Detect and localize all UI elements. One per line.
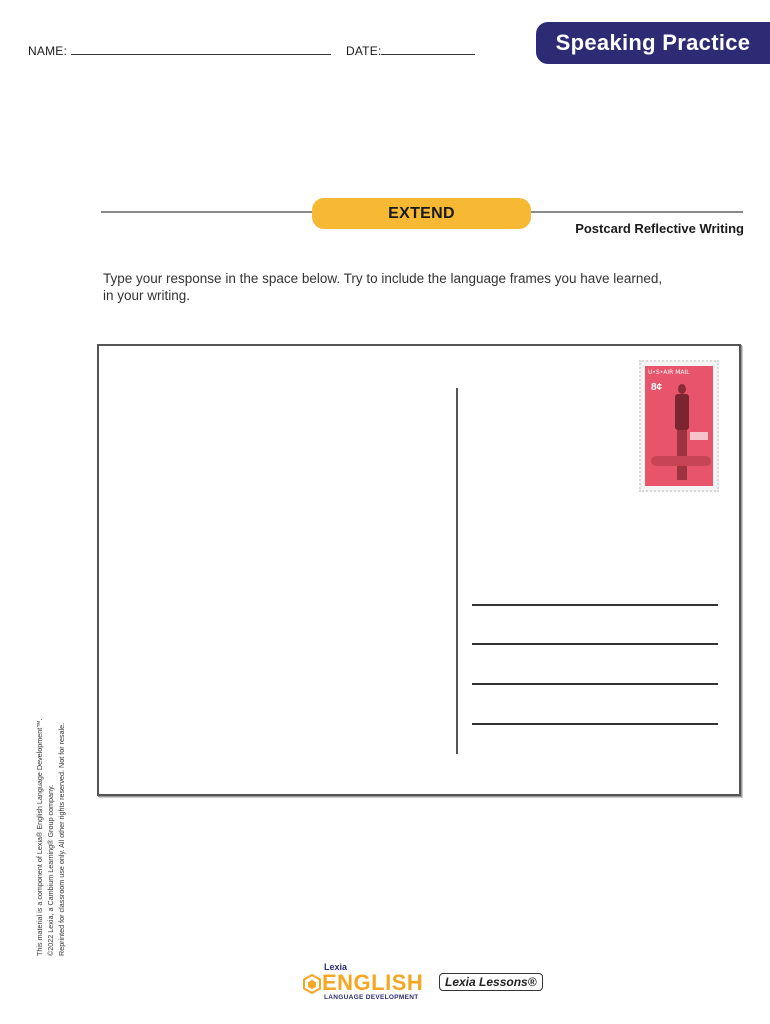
stamp-plane-graphic <box>651 456 711 466</box>
address-line-2[interactable] <box>472 643 718 645</box>
section-subtitle: Postcard Reflective Writing <box>575 221 744 236</box>
logo-eld-tagline: LANGUAGE DEVELOPMENT <box>324 994 419 1001</box>
footer-line-2: ©2022 Lexia, a Cambium Learning® Group company. <box>46 784 55 956</box>
name-label: NAME: <box>28 44 68 58</box>
name-field[interactable] <box>28 44 331 58</box>
footer-line-1: This material is a component of Lexia® English Language Development™. <box>35 718 44 956</box>
name-blank-line <box>71 44 331 55</box>
lexia-hexagon-icon <box>302 974 322 994</box>
date-label: DATE: <box>346 44 382 58</box>
postage-stamp-image <box>639 360 719 492</box>
stamp-figure-graphic <box>673 384 691 484</box>
address-line-3[interactable] <box>472 683 718 685</box>
postcard-divider <box>456 388 458 754</box>
section-rule-left <box>101 211 313 213</box>
lexia-lessons-badge: Lexia Lessons® <box>439 973 543 991</box>
speaking-practice-tab: Speaking Practice <box>536 22 770 64</box>
name-date-row <box>28 44 382 58</box>
stamp-top-text: U•S•AIR MAIL <box>648 369 690 376</box>
instructions-text: Type your response in the space below. Try to include the language frames you have learned, in your writing. <box>103 271 663 303</box>
copyright-footer <box>34 719 67 956</box>
section-rule-right <box>530 211 743 213</box>
date-blank-line <box>381 44 475 55</box>
extend-pill: EXTEND <box>312 198 531 229</box>
address-line-1[interactable] <box>472 604 718 606</box>
logo-lexia-wordmark: Lexia <box>324 962 348 972</box>
stamp-caption-mark <box>690 432 708 440</box>
address-line-4[interactable] <box>472 723 718 725</box>
postcard-response-area[interactable] <box>97 344 741 796</box>
footer-line-3: Reprinted for classroom use only. All other rights reserved. Not for resale. <box>57 722 66 956</box>
stamp-denomination: 8¢ <box>651 382 663 393</box>
logo-english-wordmark: ENGLISH <box>322 970 424 995</box>
lexia-logo <box>300 960 540 1004</box>
date-field[interactable] <box>346 44 475 58</box>
